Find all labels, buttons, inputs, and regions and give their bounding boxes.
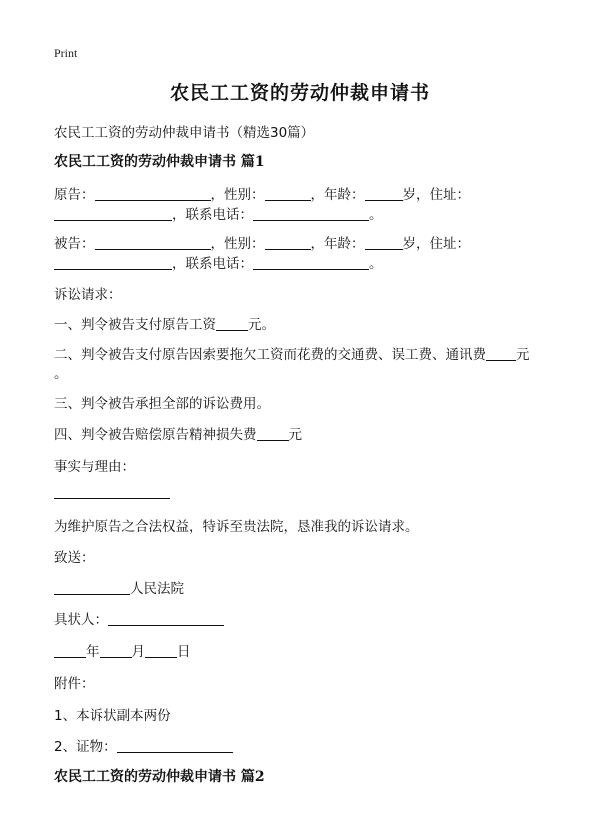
attachment-1: 1、本诉状副本两份	[54, 708, 171, 724]
plaintiff-line-1	[54, 183, 470, 203]
claim-1	[54, 313, 275, 333]
defendant-phone-label: ，联系电话：	[172, 256, 253, 272]
plaintiff-age-label: ，年龄：	[310, 187, 365, 203]
plaintiff-address-label: 岁，住址：	[402, 187, 470, 203]
claim-3: 三、判令被告承担全部的诉讼费用。	[54, 396, 270, 412]
signer-blank	[108, 611, 224, 626]
defendant-gender-label: ，性别：	[210, 236, 265, 252]
attachments-heading: 附件：	[54, 676, 95, 692]
claim-2	[54, 343, 530, 363]
defendant-name-blank	[95, 235, 211, 250]
claim-2-end: 。	[54, 366, 68, 382]
plaintiff-phone-blank	[253, 206, 369, 221]
date-line	[54, 640, 191, 660]
defendant-line-1	[54, 232, 470, 252]
plaintiff-label: 原告：	[54, 187, 95, 203]
request-text: 为维护原告之合法权益，特诉至贵法院，恳准我的诉讼请求。	[54, 519, 419, 535]
signer-label: 具状人：	[54, 612, 108, 628]
attachment-2-label: 2、证物：	[54, 739, 117, 755]
month-blank	[100, 643, 132, 658]
facts-blank	[54, 498, 170, 499]
claims-heading: 诉讼请求：	[54, 287, 122, 303]
plaintiff-end: 。	[369, 207, 383, 223]
claim-4-unit: 元	[288, 427, 302, 443]
plaintiff-age-blank	[365, 186, 403, 201]
court-blank	[54, 580, 130, 595]
attachment-2-blank	[117, 738, 233, 753]
document-title: 农民工工资的劳动仲裁申请书	[169, 82, 430, 104]
year-blank	[54, 643, 86, 658]
defendant-age-blank	[365, 235, 403, 250]
defendant-line-2	[54, 252, 383, 272]
defendant-phone-blank	[253, 255, 369, 270]
section-heading-1: 农民工工资的劳动仲裁申请书 篇1	[54, 154, 265, 170]
print-label[interactable]: Print	[54, 46, 78, 60]
claim-4	[54, 423, 302, 443]
year-label: 年	[86, 644, 100, 660]
claim-1-blank	[216, 316, 248, 331]
defendant-end: 。	[369, 256, 383, 272]
plaintiff-phone-label: ，联系电话：	[172, 207, 253, 223]
court-line	[54, 577, 184, 597]
to-label: 致送：	[54, 550, 95, 566]
plaintiff-gender-label: ，性别：	[210, 187, 265, 203]
plaintiff-gender-blank	[265, 186, 311, 201]
plaintiff-line-2	[54, 203, 383, 223]
claim-1-unit: 元。	[248, 317, 275, 333]
defendant-label: 被告：	[54, 236, 95, 252]
defendant-age-label: ，年龄：	[310, 236, 365, 252]
section-heading-2: 农民工工资的劳动仲裁申请书 篇2	[54, 769, 265, 785]
claim-2-unit: 元	[516, 347, 530, 363]
claim-4-blank	[257, 426, 289, 441]
defendant-address-label: 岁，住址：	[402, 236, 470, 252]
document-subtitle: 农民工工资的劳动仲裁申请书（精选30篇）	[54, 125, 315, 141]
signer-line	[54, 608, 224, 628]
claim-1-text: 一、判令被告支付原告工资	[54, 317, 216, 333]
court-suffix: 人民法院	[130, 581, 184, 597]
claim-4-text: 四、判令被告赔偿原告精神损失费	[54, 427, 257, 443]
defendant-address-blank	[54, 255, 172, 270]
claim-2-text: 二、判令被告支付原告因索要拖欠工资而花费的交通费、误工费、通讯费	[54, 347, 486, 363]
month-label: 月	[131, 644, 145, 660]
facts-heading: 事实与理由：	[54, 459, 135, 475]
day-label: 日	[177, 644, 191, 660]
plaintiff-address-blank	[54, 206, 172, 221]
claim-2-blank	[486, 346, 516, 361]
plaintiff-name-blank	[95, 186, 211, 201]
day-blank	[145, 643, 177, 658]
attachment-2	[54, 735, 233, 755]
defendant-gender-blank	[265, 235, 311, 250]
